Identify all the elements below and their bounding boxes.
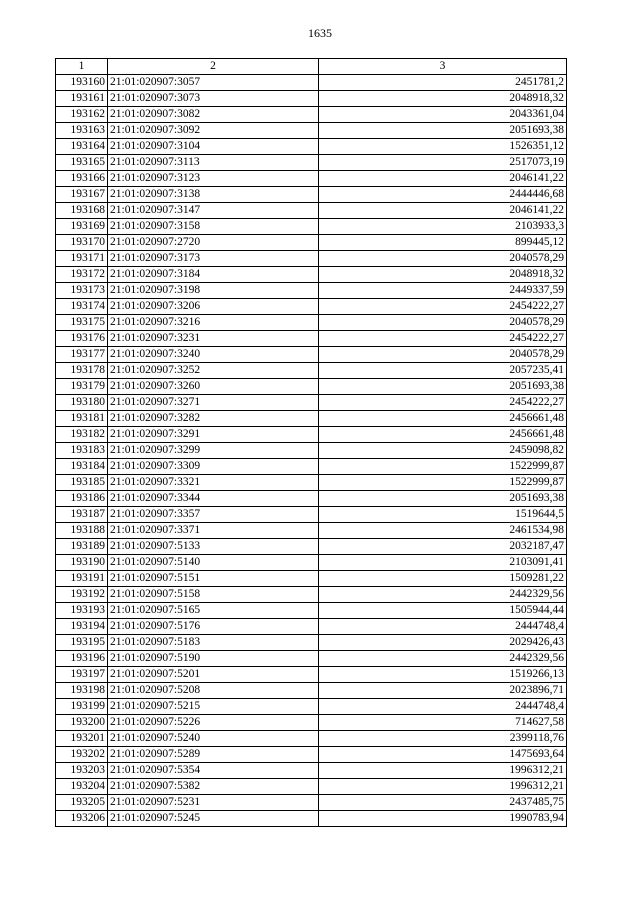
value-cell: 1509281,22 — [319, 571, 567, 587]
table-row — [56, 619, 567, 635]
cadastral-number-cell: 21:01:020907:3260 — [108, 379, 319, 395]
table-row — [56, 763, 567, 779]
table-row — [56, 75, 567, 91]
cadastral-number-cell: 21:01:020907:3073 — [108, 91, 319, 107]
value-cell: 2051693,38 — [319, 491, 567, 507]
cadastral-number-cell: 21:01:020907:3282 — [108, 411, 319, 427]
row-number-cell: 193206 — [56, 811, 108, 827]
row-number-cell: 193200 — [56, 715, 108, 731]
row-number-cell: 193203 — [56, 763, 108, 779]
cadastral-number-cell: 21:01:020907:3357 — [108, 507, 319, 523]
value-cell: 2444748,4 — [319, 619, 567, 635]
table-row — [56, 91, 567, 107]
cadastral-number-cell: 21:01:020907:3123 — [108, 171, 319, 187]
table-row — [56, 603, 567, 619]
table-row — [56, 267, 567, 283]
table-row — [56, 283, 567, 299]
row-number-cell: 193187 — [56, 507, 108, 523]
row-number-cell: 193197 — [56, 667, 108, 683]
cadastral-number-cell: 21:01:020907:3092 — [108, 123, 319, 139]
data-table — [55, 58, 567, 827]
table-row — [56, 491, 567, 507]
row-number-cell: 193189 — [56, 539, 108, 555]
row-number-cell: 193199 — [56, 699, 108, 715]
row-number-cell: 193202 — [56, 747, 108, 763]
cadastral-number-cell: 21:01:020907:3184 — [108, 267, 319, 283]
table-row — [56, 555, 567, 571]
table-row — [56, 331, 567, 347]
table-row — [56, 171, 567, 187]
row-number-cell: 193161 — [56, 91, 108, 107]
row-number-cell: 193171 — [56, 251, 108, 267]
row-number-cell: 193166 — [56, 171, 108, 187]
value-cell: 2046141,22 — [319, 171, 567, 187]
cadastral-number-cell: 21:01:020907:5215 — [108, 699, 319, 715]
value-cell: 2456661,48 — [319, 427, 567, 443]
table-row — [56, 107, 567, 123]
cadastral-number-cell: 21:01:020907:3082 — [108, 107, 319, 123]
row-number-cell: 193184 — [56, 459, 108, 475]
row-number-cell: 193195 — [56, 635, 108, 651]
row-number-cell: 193191 — [56, 571, 108, 587]
cadastral-number-cell: 21:01:020907:5382 — [108, 779, 319, 795]
value-cell: 2399118,76 — [319, 731, 567, 747]
table-row — [56, 235, 567, 251]
cadastral-number-cell: 21:01:020907:3104 — [108, 139, 319, 155]
value-cell: 2043361,04 — [319, 107, 567, 123]
row-number-cell: 193164 — [56, 139, 108, 155]
value-cell: 2057235,41 — [319, 363, 567, 379]
cadastral-number-cell: 21:01:020907:5208 — [108, 683, 319, 699]
cadastral-number-cell: 21:01:020907:5201 — [108, 667, 319, 683]
value-cell: 714627,58 — [319, 715, 567, 731]
value-cell: 899445,12 — [319, 235, 567, 251]
row-number-cell: 193163 — [56, 123, 108, 139]
cadastral-number-cell: 21:01:020907:5289 — [108, 747, 319, 763]
table-row — [56, 187, 567, 203]
value-cell: 2442329,56 — [319, 651, 567, 667]
row-number-cell: 193193 — [56, 603, 108, 619]
cadastral-number-cell: 21:01:020907:3231 — [108, 331, 319, 347]
row-number-cell: 193167 — [56, 187, 108, 203]
table-row — [56, 683, 567, 699]
value-cell: 1526351,12 — [319, 139, 567, 155]
table-row — [56, 667, 567, 683]
table-row — [56, 139, 567, 155]
value-cell: 2454222,27 — [319, 395, 567, 411]
cadastral-number-cell: 21:01:020907:5158 — [108, 587, 319, 603]
table-row — [56, 395, 567, 411]
value-cell: 2454222,27 — [319, 299, 567, 315]
value-cell: 2444748,4 — [319, 699, 567, 715]
table-row — [56, 251, 567, 267]
row-number-cell: 193194 — [56, 619, 108, 635]
cadastral-number-cell: 21:01:020907:5183 — [108, 635, 319, 651]
value-cell: 1996312,21 — [319, 779, 567, 795]
row-number-cell: 193172 — [56, 267, 108, 283]
page-number: 1635 — [308, 26, 332, 40]
value-cell: 2046141,22 — [319, 203, 567, 219]
value-cell: 2517073,19 — [319, 155, 567, 171]
column-header: 1 — [56, 59, 108, 75]
table-row — [56, 155, 567, 171]
row-number-cell: 193178 — [56, 363, 108, 379]
table-row — [56, 523, 567, 539]
row-number-cell: 193170 — [56, 235, 108, 251]
table-row — [56, 571, 567, 587]
cadastral-number-cell: 21:01:020907:5190 — [108, 651, 319, 667]
cadastral-number-cell: 21:01:020907:3173 — [108, 251, 319, 267]
column-header: 3 — [319, 59, 567, 75]
table-row — [56, 731, 567, 747]
value-cell: 2051693,38 — [319, 379, 567, 395]
table-row — [56, 795, 567, 811]
value-cell: 2032187,47 — [319, 539, 567, 555]
row-number-cell: 193196 — [56, 651, 108, 667]
value-cell: 1522999,87 — [319, 475, 567, 491]
cadastral-number-cell: 21:01:020907:3240 — [108, 347, 319, 363]
table-row — [56, 203, 567, 219]
table-row — [56, 699, 567, 715]
value-cell: 2456661,48 — [319, 411, 567, 427]
table-row — [56, 427, 567, 443]
value-cell: 2023896,71 — [319, 683, 567, 699]
row-number-cell: 193188 — [56, 523, 108, 539]
cadastral-number-cell: 21:01:020907:5176 — [108, 619, 319, 635]
row-number-cell: 193201 — [56, 731, 108, 747]
table-row — [56, 123, 567, 139]
value-cell: 2461534,98 — [319, 523, 567, 539]
cadastral-number-cell: 21:01:020907:3299 — [108, 443, 319, 459]
table-row — [56, 475, 567, 491]
cadastral-number-cell: 21:01:020907:5133 — [108, 539, 319, 555]
row-number-cell: 193175 — [56, 315, 108, 331]
row-number-cell: 193190 — [56, 555, 108, 571]
cadastral-number-cell: 21:01:020907:3147 — [108, 203, 319, 219]
value-cell: 2051693,38 — [319, 123, 567, 139]
cadastral-number-cell: 21:01:020907:3057 — [108, 75, 319, 91]
table-body — [56, 75, 567, 827]
row-number-cell: 193183 — [56, 443, 108, 459]
value-cell: 2449337,59 — [319, 283, 567, 299]
table-row — [56, 747, 567, 763]
value-cell: 1505944,44 — [319, 603, 567, 619]
table-row — [56, 635, 567, 651]
cadastral-number-cell: 21:01:020907:3113 — [108, 155, 319, 171]
value-cell: 1475693,64 — [319, 747, 567, 763]
cadastral-number-cell: 21:01:020907:3309 — [108, 459, 319, 475]
value-cell: 2103091,41 — [319, 555, 567, 571]
cadastral-number-cell: 21:01:020907:5231 — [108, 795, 319, 811]
cadastral-number-cell: 21:01:020907:5245 — [108, 811, 319, 827]
cadastral-number-cell: 21:01:020907:3344 — [108, 491, 319, 507]
cadastral-number-cell: 21:01:020907:3291 — [108, 427, 319, 443]
row-number-cell: 193204 — [56, 779, 108, 795]
row-number-cell: 193176 — [56, 331, 108, 347]
row-number-cell: 193160 — [56, 75, 108, 91]
value-cell: 2437485,75 — [319, 795, 567, 811]
cadastral-number-cell: 21:01:020907:5226 — [108, 715, 319, 731]
table-row — [56, 507, 567, 523]
cadastral-number-cell: 21:01:020907:3138 — [108, 187, 319, 203]
table-row — [56, 715, 567, 731]
value-cell: 2040578,29 — [319, 251, 567, 267]
row-number-cell: 193185 — [56, 475, 108, 491]
row-number-cell: 193180 — [56, 395, 108, 411]
cadastral-number-cell: 21:01:020907:5240 — [108, 731, 319, 747]
cadastral-number-cell: 21:01:020907:3371 — [108, 523, 319, 539]
cadastral-number-cell: 21:01:020907:2720 — [108, 235, 319, 251]
row-number-cell: 193174 — [56, 299, 108, 315]
row-number-cell: 193177 — [56, 347, 108, 363]
table-row — [56, 411, 567, 427]
table-row — [56, 459, 567, 475]
row-number-cell: 193179 — [56, 379, 108, 395]
row-number-cell: 193162 — [56, 107, 108, 123]
cadastral-number-cell: 21:01:020907:5165 — [108, 603, 319, 619]
value-cell: 2029426,43 — [319, 635, 567, 651]
value-cell: 2451781,2 — [319, 75, 567, 91]
cadastral-number-cell: 21:01:020907:3158 — [108, 219, 319, 235]
table-row — [56, 219, 567, 235]
value-cell: 1990783,94 — [319, 811, 567, 827]
cadastral-number-cell: 21:01:020907:5140 — [108, 555, 319, 571]
cadastral-number-cell: 21:01:020907:3198 — [108, 283, 319, 299]
value-cell: 1996312,21 — [319, 763, 567, 779]
table-row — [56, 651, 567, 667]
cadastral-number-cell: 21:01:020907:5354 — [108, 763, 319, 779]
row-number-cell: 193182 — [56, 427, 108, 443]
cadastral-number-cell: 21:01:020907:3216 — [108, 315, 319, 331]
cadastral-number-cell: 21:01:020907:5151 — [108, 571, 319, 587]
row-number-cell: 193192 — [56, 587, 108, 603]
table-row — [56, 587, 567, 603]
value-cell: 2040578,29 — [319, 347, 567, 363]
value-cell: 2040578,29 — [319, 315, 567, 331]
column-header: 2 — [108, 59, 319, 75]
table-row — [56, 363, 567, 379]
table-header-row — [56, 59, 567, 75]
cadastral-number-cell: 21:01:020907:3271 — [108, 395, 319, 411]
value-cell: 2444446,68 — [319, 187, 567, 203]
value-cell: 2454222,27 — [319, 331, 567, 347]
table-row — [56, 443, 567, 459]
value-cell: 2442329,56 — [319, 587, 567, 603]
value-cell: 2048918,32 — [319, 91, 567, 107]
cadastral-number-cell: 21:01:020907:3206 — [108, 299, 319, 315]
value-cell: 2103933,3 — [319, 219, 567, 235]
row-number-cell: 193168 — [56, 203, 108, 219]
table-row — [56, 379, 567, 395]
row-number-cell: 193205 — [56, 795, 108, 811]
value-cell: 1519266,13 — [319, 667, 567, 683]
cadastral-number-cell: 21:01:020907:3252 — [108, 363, 319, 379]
table-row — [56, 539, 567, 555]
table-row — [56, 347, 567, 363]
table-row — [56, 315, 567, 331]
value-cell: 2459098,82 — [319, 443, 567, 459]
row-number-cell: 193186 — [56, 491, 108, 507]
table-row — [56, 299, 567, 315]
row-number-cell: 193173 — [56, 283, 108, 299]
row-number-cell: 193181 — [56, 411, 108, 427]
table-row — [56, 811, 567, 827]
value-cell: 2048918,32 — [319, 267, 567, 283]
row-number-cell: 193169 — [56, 219, 108, 235]
value-cell: 1519644,5 — [319, 507, 567, 523]
cadastral-number-cell: 21:01:020907:3321 — [108, 475, 319, 491]
row-number-cell: 193198 — [56, 683, 108, 699]
row-number-cell: 193165 — [56, 155, 108, 171]
table-row — [56, 779, 567, 795]
value-cell: 1522999,87 — [319, 459, 567, 475]
